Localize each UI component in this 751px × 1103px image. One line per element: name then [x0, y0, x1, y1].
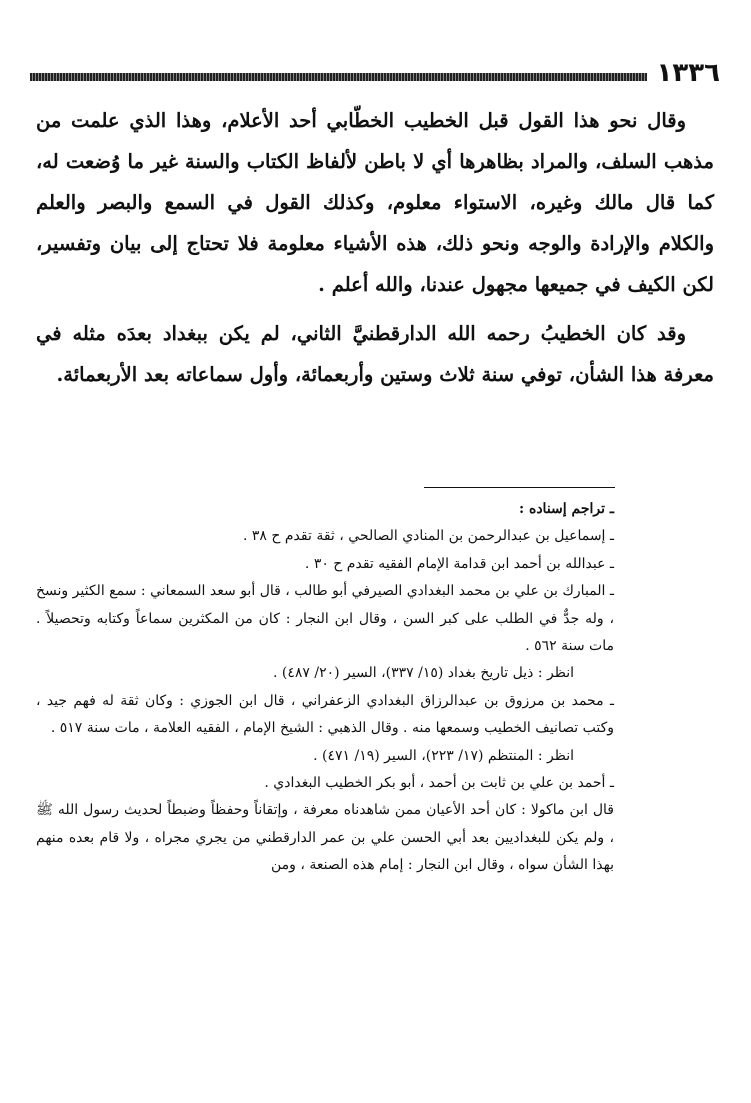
- body-paragraph: وقال نحو هذا القول قبل الخطيب الخطّابي أحد الأعلام، وهذا الذي علمت من مذهب السلف، والمراد بظاهرها أي لا باطن لألفاظ الكتاب والسنة غير ما وُضعت له، كما قال مالك وغيره، الاستواء معلوم، وكذلك القول في السمع والبصر والعلم والكلام والإرادة والوجه ونحو ذلك، هذه الأشياء معلومة فلا تحتاج إلى بيان وتفسير، لكن الكيف في جميعها مجهول عندنا، والله أعلم .: [36, 109, 714, 296]
- footnote-reference: انظر : المنتظم (١٧/ ٢٢٣)، السير (١٩/ ٤٧١) .: [313, 747, 574, 764]
- footnote-entry: ـ عبدالله بن أحمد ابن قدامة الإمام الفقيه تقدم ح ٣٠ .: [304, 555, 614, 572]
- footnote-entry: ـ إسماعيل بن عبدالرحمن بن المنادي الصالحي ، ثقة تقدم ح ٣٨ .: [243, 528, 614, 545]
- body-paragraph: وقد كان الخطيبُ رحمه الله الدارقطنيَّ الثاني، لم يكن ببغداد بعدَه مثله في معرفة هذا الشأن، توفي سنة ثلاث وستين وأربعمائة، وأول سماعاته بعد الأربعمائة.: [36, 322, 714, 386]
- page-number: ١٣٣٦: [656, 58, 720, 88]
- header-rule: [30, 73, 647, 81]
- main-text: [36, 100, 714, 395]
- footnote-reference: انظر : ذيل تاريخ بغداد (١٥/ ٣٣٧)، السير (٢٠/ ٤٨٧) .: [272, 665, 574, 682]
- footnote-entry: ـ أحمد بن علي بن ثابت بن أحمد ، أبو بكر الخطيب البغدادي .: [264, 775, 614, 792]
- page-header: [30, 60, 720, 86]
- footnotes: [36, 496, 614, 880]
- footnote-separator: [424, 487, 615, 488]
- footnote-entry: ـ محمد بن مرزوق بن عبدالرزاق البغدادي الزعفراني ، قال ابن الجوزي : وكان ثقة له فهم جيد ، وكتب تصانيف الخطيب وسمعها منه . وقال الذهبي : الشيخ الإمام ، الفقيه العلامة ، مات سنة ٥١٧ .: [36, 692, 614, 737]
- footnote-entry: ـ المبارك بن علي بن محمد البغدادي الصيرفي أبو طالب ، قال أبو سعد السمعاني : سمع الكثير ونسخ ، وله جدٌّ في الطلب على كبر السن ، وقال ابن النجار : كان من المكثرين سماعاً وكتابه وتحصيلاً . مات سنة ٥٦٢ .: [36, 583, 614, 655]
- footnote-heading: ـ تراجم إسناده :: [518, 501, 614, 517]
- footnote-entry: قال ابن ماكولا : كان أحد الأعيان ممن شاهدناه معرفة ، وإتقاناً وحفظاً وضبطاً لحديث رسول الله ﷺ ، ولم يكن للبغداديين بعد أبي الحسن علي بن عمر الدارقطني من يجري مجراه ، ولا قام بعده منهم بهذا الشأن سواه ، وقال ابن النجار : إمام هذه الصنعة ، ومن: [36, 802, 614, 874]
